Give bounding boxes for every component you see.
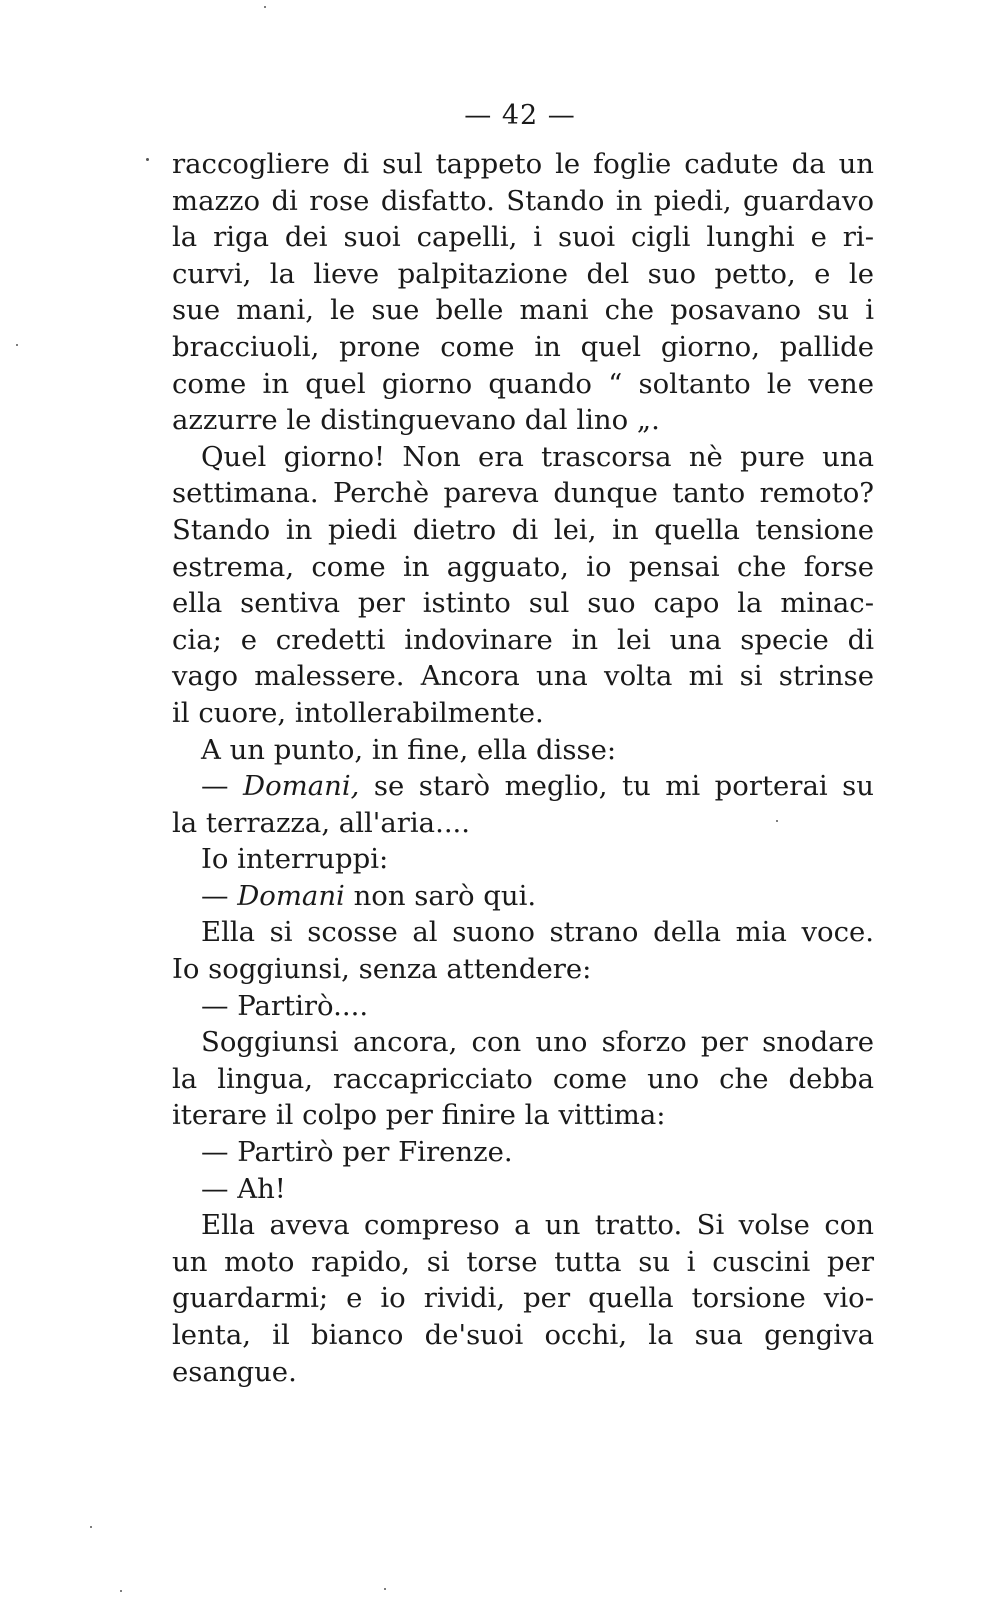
text-line: mazzo di rose disfatto. Stando in piedi, guardavo (172, 184, 874, 217)
text-line: sue mani, le sue belle mani che posavano su i (172, 294, 874, 327)
scan-speck (264, 6, 266, 8)
text-line: come in quel giorno quando “ soltanto le vene (172, 367, 874, 400)
text-line: settimana. Perchè pareva dunque tanto remoto? (172, 477, 874, 510)
text-line: guardarmi; e io rividi, per quella torsione vio- (172, 1282, 874, 1315)
dialogue-line (172, 878, 874, 915)
text-line: — Partirò per Firenze. (201, 1136, 513, 1169)
text-line: bracciuoli, prone come in quel giorno, pallide (172, 330, 874, 363)
page-number: — 42 — (464, 100, 576, 131)
text-line: Io soggiunsi, senza attendere: (172, 953, 592, 986)
text-line: azzurre le distinguevano dal lino „. (172, 404, 660, 437)
dialogue-text: se starò meglio, tu mi porterai su (359, 770, 874, 803)
text-line: Stando in piedi dietro di lei, in quella tensione (172, 513, 874, 546)
scan-speck (16, 344, 18, 346)
italic-word: Domani (237, 879, 345, 912)
text-line: — Partirò.... (201, 989, 369, 1022)
text-line: esangue. (172, 1355, 297, 1388)
text-line: Quel giorno! Non era trascorsa nè pure una (201, 440, 874, 473)
body-text (172, 146, 874, 1390)
text-line: curvi, la lieve palpitazione del suo petto, e le (172, 257, 874, 290)
text-line: Ella si scosse al suono strano della mia voce. (201, 916, 874, 949)
text-line: un moto rapido, si torse tutta su i cuscini per (172, 1245, 874, 1278)
text-line: — Ah! (201, 1172, 286, 1205)
text-line: Soggiunsi ancora, con uno sforzo per snodare (201, 1026, 874, 1059)
dialogue-dash: — (201, 770, 244, 803)
text-line: lenta, il bianco de'suoi occhi, la sua gengiva (172, 1319, 874, 1351)
italic-word: Domani, (243, 770, 360, 803)
text-line: la lingua, raccapricciato come uno che debba (172, 1062, 874, 1095)
text-line: cia; e credetti indovinare in lei una specie di (172, 623, 874, 656)
text-line: la terrazza, all'aria.... (172, 806, 471, 839)
text-line: Io interruppi: (201, 843, 389, 876)
scan-speck (384, 1588, 386, 1590)
text-line: estrema, come in agguato, io pensai che forse (172, 550, 874, 583)
text-line: la riga dei suoi capelli, i suoi cigli lunghi e ri- (172, 221, 874, 254)
text-line: raccogliere di sul tappeto le foglie cadute da un (172, 148, 874, 180)
text-line: ella sentiva per istinto sul suo capo la minac- (172, 587, 874, 620)
text-line: Ella aveva compreso a un tratto. Si volse con (201, 1209, 874, 1242)
text-line: iterare il colpo per finire la vittima: (172, 1099, 666, 1132)
dialogue-line (172, 768, 874, 805)
text-line: A un punto, in fine, ella disse: (201, 733, 617, 766)
text-line: il cuore, intollerabilmente. (172, 696, 544, 729)
dialogue-text: non sarò qui. (344, 879, 537, 912)
scan-speck (146, 158, 149, 161)
text-line: vago malessere. Ancora una volta mi si strinse (172, 660, 874, 693)
scan-speck (120, 1590, 122, 1592)
scan-speck (776, 820, 778, 822)
scan-speck (90, 1526, 92, 1528)
dialogue-dash: — (201, 879, 238, 912)
